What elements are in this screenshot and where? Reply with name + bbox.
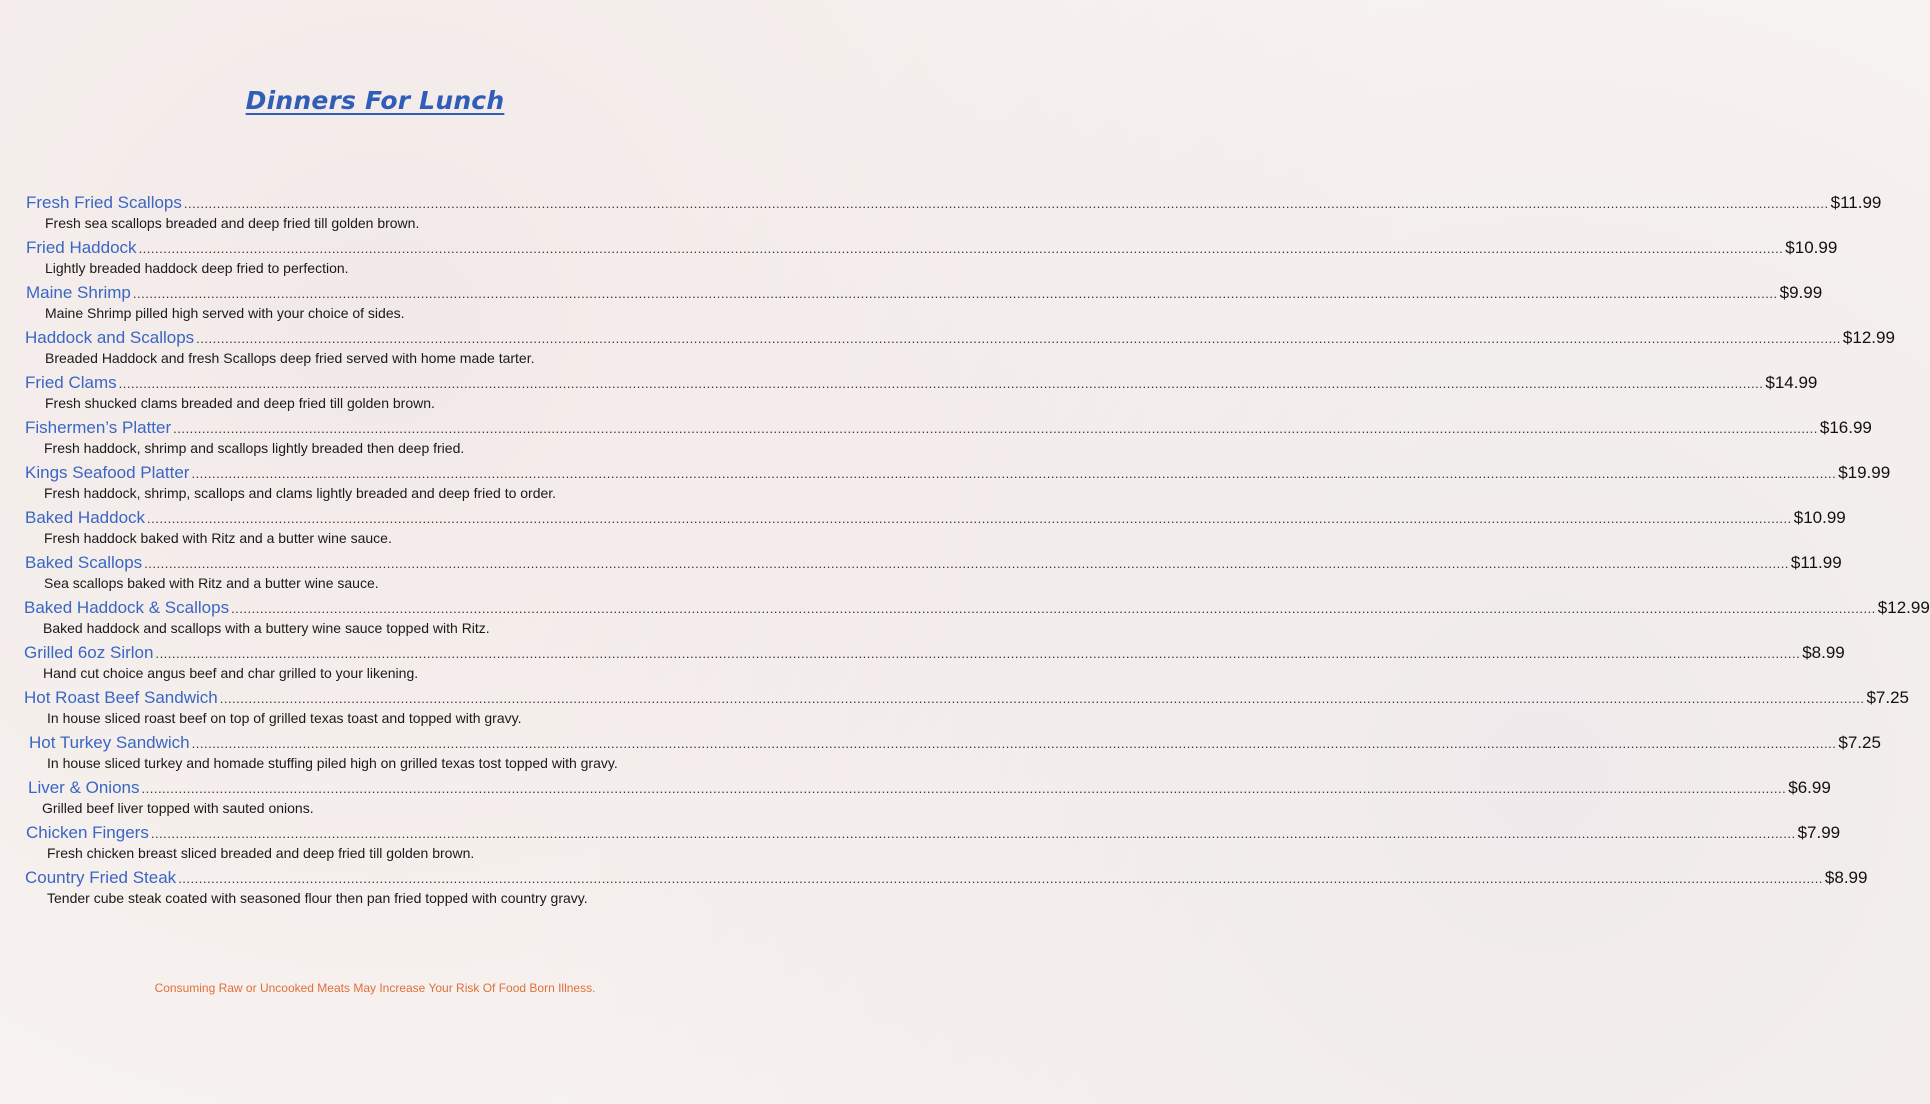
menu-item-name: Hot Turkey Sandwich [29, 733, 190, 752]
menu-item-price: $12.99 [1877, 598, 1930, 617]
menu-list [0, 191, 1930, 911]
menu-item-line [26, 191, 1882, 213]
menu-title: Dinners For Lunch [245, 86, 505, 115]
menu-item-description: Lightly breaded haddock deep fried to perfection. [45, 260, 349, 276]
menu-item [0, 281, 1823, 326]
menu-item [0, 821, 1841, 866]
menu-item-name: Chicken Fingers [26, 823, 149, 842]
menu-item [0, 191, 1882, 236]
menu-item [0, 641, 1845, 686]
menu-item [0, 326, 1895, 371]
menu-item [0, 236, 1838, 281]
menu-item-name: Baked Scallops [25, 553, 143, 572]
menu-item-price: $16.99 [1819, 418, 1872, 437]
menu-item [0, 371, 1818, 416]
menu-item [0, 686, 1909, 731]
dot-leader: ................................................................................................................................................................................................................................................................................................................................................................................................................ [191, 466, 1837, 481]
menu-item-price: $10.99 [1785, 238, 1838, 257]
menu-item-name: Hot Roast Beef Sandwich [24, 688, 218, 707]
menu-item-line [24, 596, 1930, 618]
menu-item-description: Hand cut choice angus beef and char grilled to your likening. [43, 665, 419, 681]
dot-leader: ................................................................................................................................................................................................................................................................................................................................................................................................................ [173, 421, 1818, 436]
menu-item-price: $6.99 [1788, 778, 1831, 797]
menu-item [0, 551, 1842, 596]
menu-item-line [25, 866, 1868, 888]
dot-leader: ................................................................................................................................................................................................................................................................................................................................................................................................................ [196, 331, 1841, 346]
menu-item-line [25, 551, 1842, 573]
menu-item-line [29, 731, 1881, 753]
dot-leader: ................................................................................................................................................................................................................................................................................................................................................................................................................ [191, 736, 1837, 751]
menu-item-name: Fresh Fried Scallops [26, 193, 182, 212]
menu-item-price: $19.99 [1838, 463, 1891, 482]
dot-leader: ................................................................................................................................................................................................................................................................................................................................................................................................................ [144, 556, 1789, 571]
menu-item-description: Fresh haddock, shrimp and scallops lightly breaded then deep fried. [44, 440, 465, 456]
dot-leader: ................................................................................................................................................................................................................................................................................................................................................................................................................ [231, 601, 1876, 616]
menu-item-name: Baked Haddock [25, 508, 146, 527]
menu-item-line [24, 641, 1845, 663]
dot-leader: ................................................................................................................................................................................................................................................................................................................................................................................................................ [118, 376, 1764, 391]
menu-item-line [25, 416, 1872, 438]
menu-item-line [26, 281, 1823, 303]
menu-item-description: Grilled beef liver topped with sauted onions. [42, 800, 314, 816]
dot-leader: ................................................................................................................................................................................................................................................................................................................................................................................................................ [141, 781, 1787, 796]
dot-leader: ................................................................................................................................................................................................................................................................................................................................................................................................................ [155, 646, 1801, 661]
menu-item [0, 731, 1881, 776]
menu-item-price: $8.99 [1802, 643, 1845, 662]
dot-leader: ................................................................................................................................................................................................................................................................................................................................................................................................................ [132, 286, 1778, 301]
menu-item-price: $7.99 [1797, 823, 1841, 842]
menu-item-description: In house sliced turkey and homade stuffing piled high on grilled texas tost topped with gravy. [47, 755, 618, 771]
menu-item-description: Fresh sea scallops breaded and deep fried till golden brown. [45, 215, 420, 231]
menu-item [0, 461, 1891, 506]
menu-item-line [26, 236, 1838, 258]
menu-item-description: Fresh shucked clams breaded and deep fried till golden brown. [45, 395, 435, 411]
menu-item-name: Fishermen’s Platter [25, 418, 172, 437]
menu-item-price: $7.25 [1866, 688, 1909, 707]
menu-item-line [25, 506, 1846, 528]
dot-leader: ................................................................................................................................................................................................................................................................................................................................................................................................................ [150, 826, 1796, 841]
dot-leader: ................................................................................................................................................................................................................................................................................................................................................................................................................ [183, 196, 1829, 211]
menu-item-price: $11.99 [1830, 193, 1882, 212]
food-safety-notice: Consuming Raw or Uncooked Meats May Increase Your Risk Of Food Born Illness. [154, 981, 596, 995]
menu-item-description: Fresh haddock baked with Ritz and a butter wine sauce. [44, 530, 392, 546]
menu-item-description: Tender cube steak coated with seasoned flour then pan fried topped with country gravy. [47, 890, 588, 906]
dot-leader: ................................................................................................................................................................................................................................................................................................................................................................................................................ [138, 241, 1784, 256]
menu-item-price: $14.99 [1765, 373, 1818, 392]
menu-item-line [25, 461, 1891, 483]
menu-item [0, 866, 1868, 911]
menu-item-name: Maine Shrimp [26, 283, 131, 302]
menu-item-price: $9.99 [1779, 283, 1823, 302]
menu-item-name: Fried Haddock [26, 238, 137, 257]
menu-item-name: Country Fried Steak [25, 868, 177, 887]
menu-item-name: Grilled 6oz Sirlon [24, 643, 154, 662]
menu-item [0, 506, 1846, 551]
menu-item-price: $8.99 [1824, 868, 1868, 887]
menu-item [0, 596, 1930, 641]
dot-leader: ................................................................................................................................................................................................................................................................................................................................................................................................................ [178, 871, 1823, 886]
menu-item-name: Baked Haddock & Scallops [24, 598, 230, 617]
menu-item-name: Liver & Onions [28, 778, 140, 797]
menu-item-line [26, 821, 1841, 843]
menu-item-price: $10.99 [1793, 508, 1846, 527]
menu-item-name: Haddock and Scallops [25, 328, 195, 347]
menu-item-description: Sea scallops baked with Ritz and a butter wine sauce. [44, 575, 379, 591]
menu-item-description: Fresh chicken breast sliced breaded and deep fried till golden brown. [47, 845, 475, 861]
menu-item-description: Fresh haddock, shrimp, scallops and clams lightly breaded and deep fried to order. [44, 485, 557, 501]
menu-item-line [24, 686, 1909, 708]
menu-item-line [25, 326, 1895, 348]
dot-leader: ................................................................................................................................................................................................................................................................................................................................................................................................................ [147, 511, 1792, 526]
menu-item-name: Fried Clams [25, 373, 117, 392]
menu-item-description: Maine Shrimp pilled high served with your choice of sides. [45, 305, 405, 321]
dot-leader: ................................................................................................................................................................................................................................................................................................................................................................................................................ [219, 691, 1865, 706]
menu-item-name: Kings Seafood Platter [25, 463, 190, 482]
menu-item [0, 776, 1831, 821]
menu-item-description: Baked haddock and scallops with a buttery wine sauce topped with Ritz. [43, 620, 490, 636]
menu-item-description: Breaded Haddock and fresh Scallops deep fried served with home made tarter. [45, 350, 535, 366]
menu-item-line [25, 371, 1818, 393]
menu-item-price: $12.99 [1842, 328, 1895, 347]
menu-item-line [28, 776, 1831, 798]
menu-item-description: In house sliced roast beef on top of grilled texas toast and topped with gravy. [47, 710, 522, 726]
menu-item-price: $7.25 [1838, 733, 1881, 752]
menu-item-price: $11.99 [1790, 553, 1842, 572]
menu-item [0, 416, 1872, 461]
